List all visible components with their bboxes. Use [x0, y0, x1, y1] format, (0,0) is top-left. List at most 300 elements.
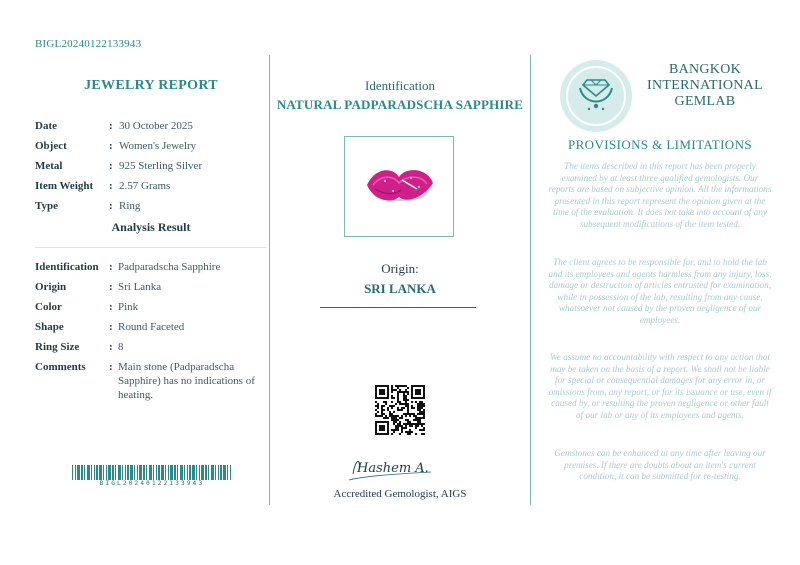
qr-module — [377, 397, 379, 399]
qr-module — [397, 397, 399, 399]
qr-module — [411, 385, 413, 387]
qr-module — [415, 391, 417, 393]
qr-module — [381, 427, 383, 429]
qr-module — [381, 391, 383, 393]
qr-module — [379, 425, 381, 427]
detail-label: Date — [35, 120, 57, 132]
qr-module — [417, 393, 419, 395]
qr-module — [403, 407, 405, 409]
qr-module — [375, 397, 377, 399]
qr-module — [383, 413, 385, 415]
qr-module — [415, 393, 417, 395]
qr-module — [411, 387, 413, 389]
qr-module — [391, 395, 393, 397]
qr-module — [391, 429, 393, 431]
provisions-paragraph: The items described in this report has been properly examined by at least three qualified gemologists. Our reports are based on subjective opinion. All the informations presented in this report represent the opinion given at the time of the evaluation. It does not take into account of any subsequent modifications of the item tested. — [548, 161, 772, 229]
qr-module — [395, 427, 397, 429]
qr-module — [403, 399, 405, 401]
separator: : — [109, 140, 113, 152]
qr-module — [411, 389, 413, 391]
lab-name-line: GEMLAB — [674, 94, 736, 109]
qr-module — [383, 427, 385, 429]
qr-module — [423, 385, 425, 387]
qr-module — [399, 425, 401, 427]
qr-module — [419, 419, 421, 421]
qr-module — [375, 423, 377, 425]
barcode-bar — [153, 465, 154, 480]
qr-module — [397, 419, 399, 421]
qr-module — [383, 391, 385, 393]
qr-module — [393, 405, 395, 407]
qr-module — [417, 409, 419, 411]
qr-module — [403, 413, 405, 415]
qr-module — [393, 389, 395, 391]
qr-module — [391, 397, 393, 399]
qr-module — [387, 385, 389, 387]
qr-module — [393, 423, 395, 425]
qr-module — [421, 423, 423, 425]
analysis-value: Round Faceted — [118, 321, 185, 333]
qr-module — [395, 389, 397, 391]
qr-module — [423, 409, 425, 411]
qr-module — [393, 397, 395, 399]
qr-module — [399, 417, 401, 419]
qr-module — [419, 405, 421, 407]
qr-module — [411, 413, 413, 415]
qr-module — [401, 427, 403, 429]
qr-module — [421, 407, 423, 409]
barcode-bar — [106, 465, 107, 480]
qr-module — [419, 389, 421, 391]
qr-module — [377, 433, 379, 435]
qr-module — [383, 429, 385, 431]
qr-module — [407, 423, 409, 425]
qr-module — [375, 385, 377, 387]
qr-module — [397, 385, 399, 387]
detail-label: Type — [35, 200, 59, 212]
qr-module — [423, 423, 425, 425]
qr-module — [397, 407, 399, 409]
barcode-bar — [211, 465, 214, 480]
qr-module — [423, 405, 425, 407]
panel-divider-left — [269, 55, 270, 505]
qr-module — [387, 431, 389, 433]
detail-value: 2.57 Grams — [119, 180, 171, 192]
qr-module — [391, 385, 393, 387]
qr-module — [397, 425, 399, 427]
provisions-paragraph: We assume no accountability with respect to any action that may be taken on the basis of a report. We shall not be liable for special or consequential damages for any error in, or omissions from, any report, or for its issuance or use, even if caused by, or resulting the proven negligence or other fault of our lab or any of its employees and agents. — [548, 352, 772, 420]
qr-module — [421, 433, 423, 435]
lab-name-line: INTERNATIONAL — [647, 78, 763, 93]
qr-module — [397, 391, 399, 393]
qr-module — [411, 395, 413, 397]
qr-module — [397, 415, 399, 417]
qr-module — [397, 409, 399, 411]
analysis-label: Ring Size — [35, 341, 80, 353]
qr-module — [389, 415, 391, 417]
qr-module — [379, 397, 381, 399]
qr-module — [387, 425, 389, 427]
analysis-value: Sri Lanka — [118, 281, 162, 293]
qr-module — [383, 397, 385, 399]
barcode-bar — [143, 465, 145, 480]
analysis-label: Color — [35, 301, 62, 313]
barcode-bar — [81, 465, 83, 480]
qr-module — [417, 417, 419, 419]
qr-module — [393, 417, 395, 419]
qr-module — [395, 403, 397, 405]
qr-module — [393, 431, 395, 433]
qr-module — [375, 421, 377, 423]
qr-module — [407, 433, 409, 435]
barcode-bar — [99, 465, 102, 480]
qr-module — [403, 385, 405, 387]
qr-module — [399, 385, 401, 387]
qr-module — [403, 395, 405, 397]
qr-module — [383, 421, 385, 423]
barcode-bar — [112, 465, 114, 480]
qr-module — [383, 417, 385, 419]
qr-module — [397, 427, 399, 429]
qr-module — [419, 401, 421, 403]
qr-module — [409, 421, 411, 423]
qr-module — [387, 429, 389, 431]
qr-module — [377, 407, 379, 409]
qr-module — [401, 415, 403, 417]
qr-module — [403, 391, 405, 393]
barcode-bar — [223, 465, 226, 480]
qr-module — [379, 385, 381, 387]
qr-module — [415, 389, 417, 391]
qr-module — [383, 409, 385, 411]
barcode-bar — [127, 465, 129, 480]
qr-module — [401, 391, 403, 393]
qr-module — [391, 387, 393, 389]
barcode-bar — [108, 465, 111, 480]
provisions-paragraph: Gemstones can be enhanced at any time after leaving our premises. If there are doubts about an item's current condition, it can be submitted for re-testing. — [554, 448, 766, 481]
qr-module — [413, 415, 415, 417]
barcode-bar — [72, 465, 73, 480]
qr-module — [419, 407, 421, 409]
qr-module — [397, 423, 399, 425]
qr-module — [407, 411, 409, 413]
report-number: BIGL20240122133943 — [35, 38, 142, 50]
qr-module — [399, 433, 401, 435]
qr-module — [379, 429, 381, 431]
qr-module — [395, 425, 397, 427]
qr-module — [379, 415, 381, 417]
qr-module — [385, 403, 387, 405]
qr-module — [423, 433, 425, 435]
qr-module — [387, 389, 389, 391]
qr-module — [391, 407, 393, 409]
separator: : — [109, 301, 113, 313]
qr-module — [423, 389, 425, 391]
qr-module — [417, 425, 419, 427]
qr-module — [379, 391, 381, 393]
origin-label: Origin: — [381, 261, 419, 276]
qr-module — [375, 427, 377, 429]
barcode-bar — [201, 465, 204, 480]
qr-module — [391, 413, 393, 415]
qr-module — [415, 417, 417, 419]
qr-module — [385, 415, 387, 417]
barcode-bar — [168, 465, 169, 480]
qr-module — [397, 393, 399, 395]
qr-module — [419, 391, 421, 393]
qr-module — [407, 421, 409, 423]
barcode-bar — [230, 465, 231, 480]
qr-module — [399, 389, 401, 391]
qr-module — [413, 397, 415, 399]
qr-module — [417, 385, 419, 387]
detail-label: Object — [35, 140, 67, 152]
qr-module — [381, 433, 383, 435]
qr-module — [407, 413, 409, 415]
barcode-bar — [215, 465, 216, 480]
qr-module — [407, 431, 409, 433]
barcode-bar — [208, 465, 209, 480]
separator: : — [109, 261, 113, 273]
qr-module — [405, 397, 407, 399]
qr-module — [405, 423, 407, 425]
qr-module — [417, 413, 419, 415]
barcode-bar — [146, 465, 147, 480]
qr-module — [413, 385, 415, 387]
qr-module — [415, 397, 417, 399]
qr-module — [423, 415, 425, 417]
qr-module — [419, 421, 421, 423]
qr-module — [381, 393, 383, 395]
qr-module — [411, 405, 413, 407]
lab-name-line: BANGKOK — [668, 62, 742, 77]
qr-module — [383, 433, 385, 435]
signature — [345, 450, 435, 486]
barcode-bar — [125, 465, 126, 480]
qr-module — [385, 421, 387, 423]
barcode-bar — [96, 465, 98, 480]
qr-module — [383, 385, 385, 387]
qr-module — [407, 409, 409, 411]
qr-module — [401, 429, 403, 431]
qr-module — [405, 401, 407, 403]
qr-module — [385, 385, 387, 387]
qr-module — [403, 427, 405, 429]
qr-module — [407, 387, 409, 389]
qr-module — [401, 425, 403, 427]
qr-module — [391, 419, 393, 421]
qr-module — [401, 409, 403, 411]
origin-value: SRI LANKA — [364, 281, 436, 296]
qr-module — [399, 391, 401, 393]
separator: : — [109, 341, 113, 353]
qr-module — [407, 391, 409, 393]
qr-module — [381, 425, 383, 427]
barcode-bar — [115, 465, 116, 480]
qr-module — [407, 419, 409, 421]
qr-module — [405, 391, 407, 393]
qr-module — [409, 415, 411, 417]
separator: : — [109, 120, 113, 132]
qr-module — [411, 407, 413, 409]
qr-module — [377, 405, 379, 407]
barcode-bar — [77, 465, 80, 480]
qr-module — [403, 423, 405, 425]
qr-module — [375, 431, 377, 433]
qr-module — [405, 427, 407, 429]
qr-module — [423, 391, 425, 393]
qr-module — [389, 413, 391, 415]
lab-name — [640, 62, 770, 110]
qr-module — [387, 395, 389, 397]
qr-module — [399, 409, 401, 411]
qr-module — [423, 393, 425, 395]
qr-module — [375, 389, 377, 391]
qr-module — [395, 415, 397, 417]
divider — [35, 247, 267, 248]
barcode-bar — [220, 465, 222, 480]
qr-module — [403, 403, 405, 405]
barcode-bar — [130, 465, 133, 480]
detail-value: 925 Sterling Silver — [119, 160, 203, 172]
qr-module — [407, 393, 409, 395]
qr-module — [387, 433, 389, 435]
barcode-bar — [199, 465, 200, 480]
barcode-bar — [170, 465, 173, 480]
qr-module — [405, 419, 407, 421]
barcode-bar — [218, 465, 219, 480]
qr-module — [383, 401, 385, 403]
qr-module — [403, 397, 405, 399]
report-title: JEWELRY REPORT — [84, 78, 218, 93]
barcode-bar — [184, 465, 185, 480]
qr-module — [419, 385, 421, 387]
qr-module — [411, 397, 413, 399]
qr-module — [417, 403, 419, 405]
qr-module — [385, 417, 387, 419]
qr-module — [375, 391, 377, 393]
qr-module — [419, 413, 421, 415]
detail-label: Item Weight — [35, 180, 94, 192]
qr-module — [417, 423, 419, 425]
qr-module — [401, 417, 403, 419]
barcode-bar — [177, 465, 178, 480]
qr-module — [375, 429, 377, 431]
qr-module — [417, 389, 419, 391]
qr-module — [415, 433, 417, 435]
ring-image — [345, 137, 453, 236]
qr-module — [413, 407, 415, 409]
qr-module — [383, 389, 385, 391]
qr-module — [401, 407, 403, 409]
qr-module — [423, 427, 425, 429]
qr-module — [381, 413, 383, 415]
barcode-bar — [139, 465, 142, 480]
qr-module — [381, 409, 383, 411]
qr-module — [423, 395, 425, 397]
qr-module — [415, 401, 417, 403]
barcode-bar — [161, 465, 164, 480]
qr-module — [417, 391, 419, 393]
qr-module — [421, 403, 423, 405]
qr-module — [377, 403, 379, 405]
qr-module — [423, 397, 425, 399]
analysis-label: Shape — [35, 321, 64, 333]
qr-module — [399, 423, 401, 425]
detail-value: 30 October 2025 — [119, 120, 193, 132]
qr-module — [385, 433, 387, 435]
qr-module — [405, 431, 407, 433]
barcode-bar — [87, 465, 90, 480]
barcode — [72, 465, 232, 480]
qr-module — [415, 415, 417, 417]
qr-module — [387, 427, 389, 429]
qr-module — [417, 407, 419, 409]
qr-module — [421, 417, 423, 419]
signature-text: Hashem A. — [357, 461, 429, 476]
qr-module — [419, 411, 421, 413]
qr-module — [423, 411, 425, 413]
qr-module — [393, 419, 395, 421]
analysis-label: Identification — [35, 261, 99, 273]
analysis-value: 8 — [118, 341, 124, 353]
separator: : — [109, 180, 113, 192]
qr-module — [387, 417, 389, 419]
qr-module — [379, 389, 381, 391]
qr-module — [413, 423, 415, 425]
qr-module — [405, 389, 407, 391]
qr-module — [395, 419, 397, 421]
qr-module — [395, 429, 397, 431]
qr-module — [377, 385, 379, 387]
qr-module — [413, 413, 415, 415]
qr-module — [401, 431, 403, 433]
qr-module — [423, 403, 425, 405]
qr-module — [381, 407, 383, 409]
qr-module — [397, 429, 399, 431]
qr-module — [375, 393, 377, 395]
qr-module — [411, 393, 413, 395]
detail-value: Women's Jewelry — [119, 140, 197, 152]
qr-module — [375, 413, 377, 415]
qr-module — [387, 407, 389, 409]
qr-module — [407, 407, 409, 409]
qr-module — [393, 429, 395, 431]
qr-module — [421, 385, 423, 387]
analysis-value: Padparadscha Sapphire — [118, 261, 221, 273]
qr-module — [375, 395, 377, 397]
qr-module — [411, 401, 413, 403]
qr-module — [381, 405, 383, 407]
qr-module — [387, 409, 389, 411]
qr-module — [415, 385, 417, 387]
qr-module — [423, 429, 425, 431]
qr-module — [381, 397, 383, 399]
qr-module — [395, 417, 397, 419]
gemologist-title: Accredited Gemologist, AIGS — [333, 488, 467, 500]
qr-module — [387, 397, 389, 399]
qr-module — [397, 395, 399, 397]
qr-module — [405, 405, 407, 407]
qr-module — [381, 421, 383, 423]
barcode-bar — [75, 465, 76, 480]
analysis-value: Pink — [118, 301, 139, 313]
qr-module — [421, 429, 423, 431]
qr-module — [375, 415, 377, 417]
qr-module — [391, 389, 393, 391]
qr-module — [385, 401, 387, 403]
separator: : — [109, 361, 113, 373]
